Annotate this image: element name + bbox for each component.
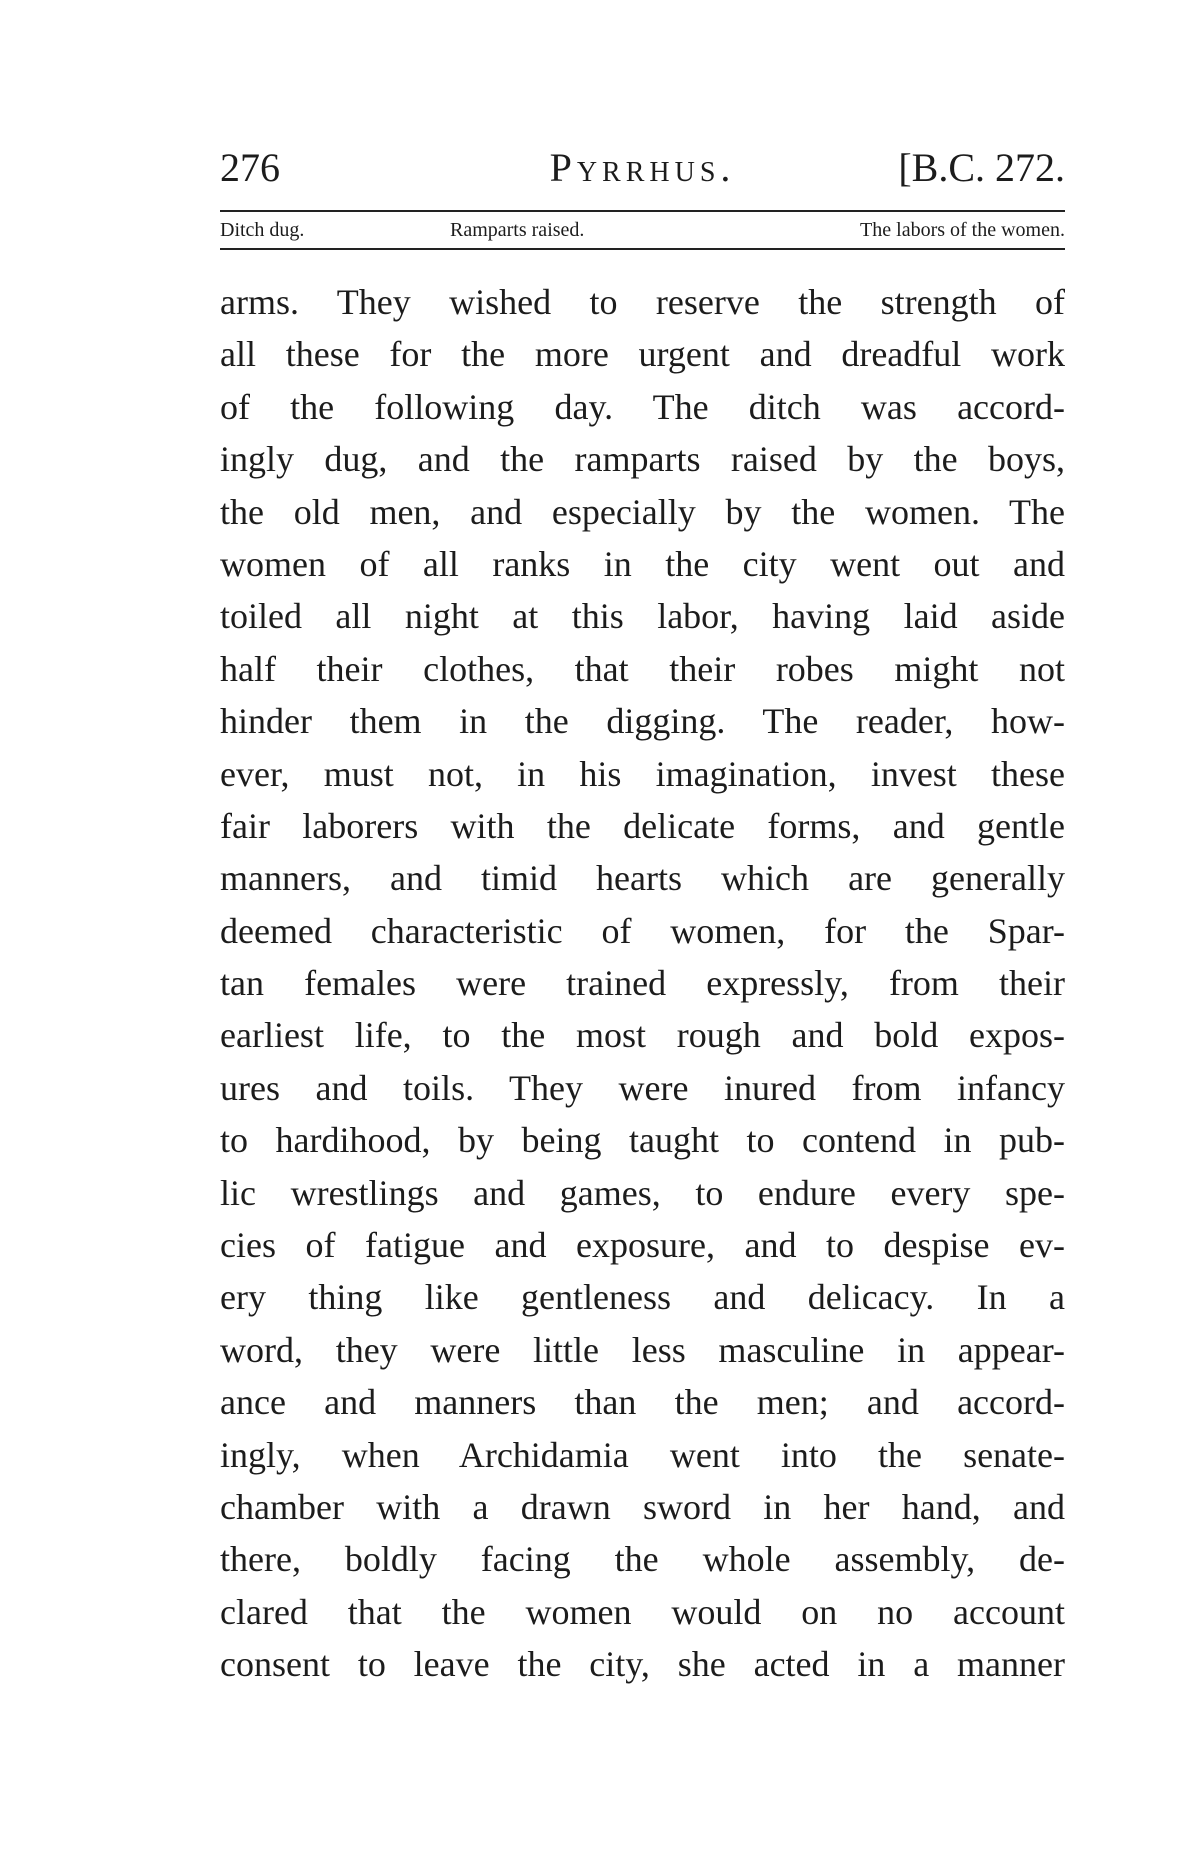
text-line: ance and manners than the men; and accord- [220,1382,1065,1423]
text-line: deemed characteristic of women, for the Spar- [220,910,1065,951]
side-note-left: Ditch dug. [220,219,305,241]
text-line: tan females were trained expressly, from their [220,963,1065,1004]
book-page [220,140,1065,1685]
text-line: arms. They wished to reserve the strength of [220,282,1065,322]
text-line: earliest life, to the most rough and bold expos- [220,1015,1065,1056]
text-line: cies of fatigue and exposure, and to despise ev- [220,1225,1065,1266]
text-line: fair laborers with the delicate forms, and gentle [220,805,1065,846]
text-line: to hardihood, by being taught to contend in pub- [220,1120,1065,1161]
page-number: 276 [220,145,280,190]
text-line: ever, must not, in his imagination, invest these [220,753,1065,794]
running-title: Pyrrhus. [549,145,736,190]
text-line: lic wrestlings and games, to endure every spe- [220,1172,1065,1213]
text-line: clared that the women would on no account [220,1591,1065,1632]
body-text [220,276,1065,1691]
header-rule-top [220,210,1065,212]
text-line: consent to leave the city, she acted in a manner [220,1644,1065,1685]
text-line: half their clothes, that their robes might not [220,648,1065,689]
text-line: hinder them in the digging. The reader, how- [220,701,1065,742]
text-line: there, boldly facing the whole assembly, de- [220,1539,1065,1580]
running-head [220,140,1065,196]
text-line: ingly, when Archidamia went into the senate- [220,1434,1065,1475]
text-line: chamber with a drawn sword in her hand, and [220,1486,1065,1527]
header-rule-bottom [220,248,1065,250]
text-line: toiled all night at this labor, having laid aside [220,596,1065,637]
text-line: all these for the more urgent and dreadful work [220,334,1065,375]
side-note-center: Ramparts raised. [450,219,585,241]
text-line: of the following day. The ditch was accord- [220,386,1065,427]
text-line: women of all ranks in the city went out and [220,543,1065,584]
text-line: ery thing like gentleness and delicacy. In a [220,1277,1065,1318]
side-notes [220,214,1065,246]
side-note-right: The labors of the women. [860,219,1065,241]
text-line: ures and toils. They were inured from infancy [220,1067,1065,1108]
text-line: ingly dug, and the ramparts raised by the boys, [220,439,1065,480]
text-line: manners, and timid hearts which are generally [220,858,1065,899]
era-date: [B.C. 272. [898,145,1065,190]
text-line: the old men, and especially by the women. The [220,491,1065,532]
text-line: word, they were little less masculine in appear- [220,1329,1065,1370]
